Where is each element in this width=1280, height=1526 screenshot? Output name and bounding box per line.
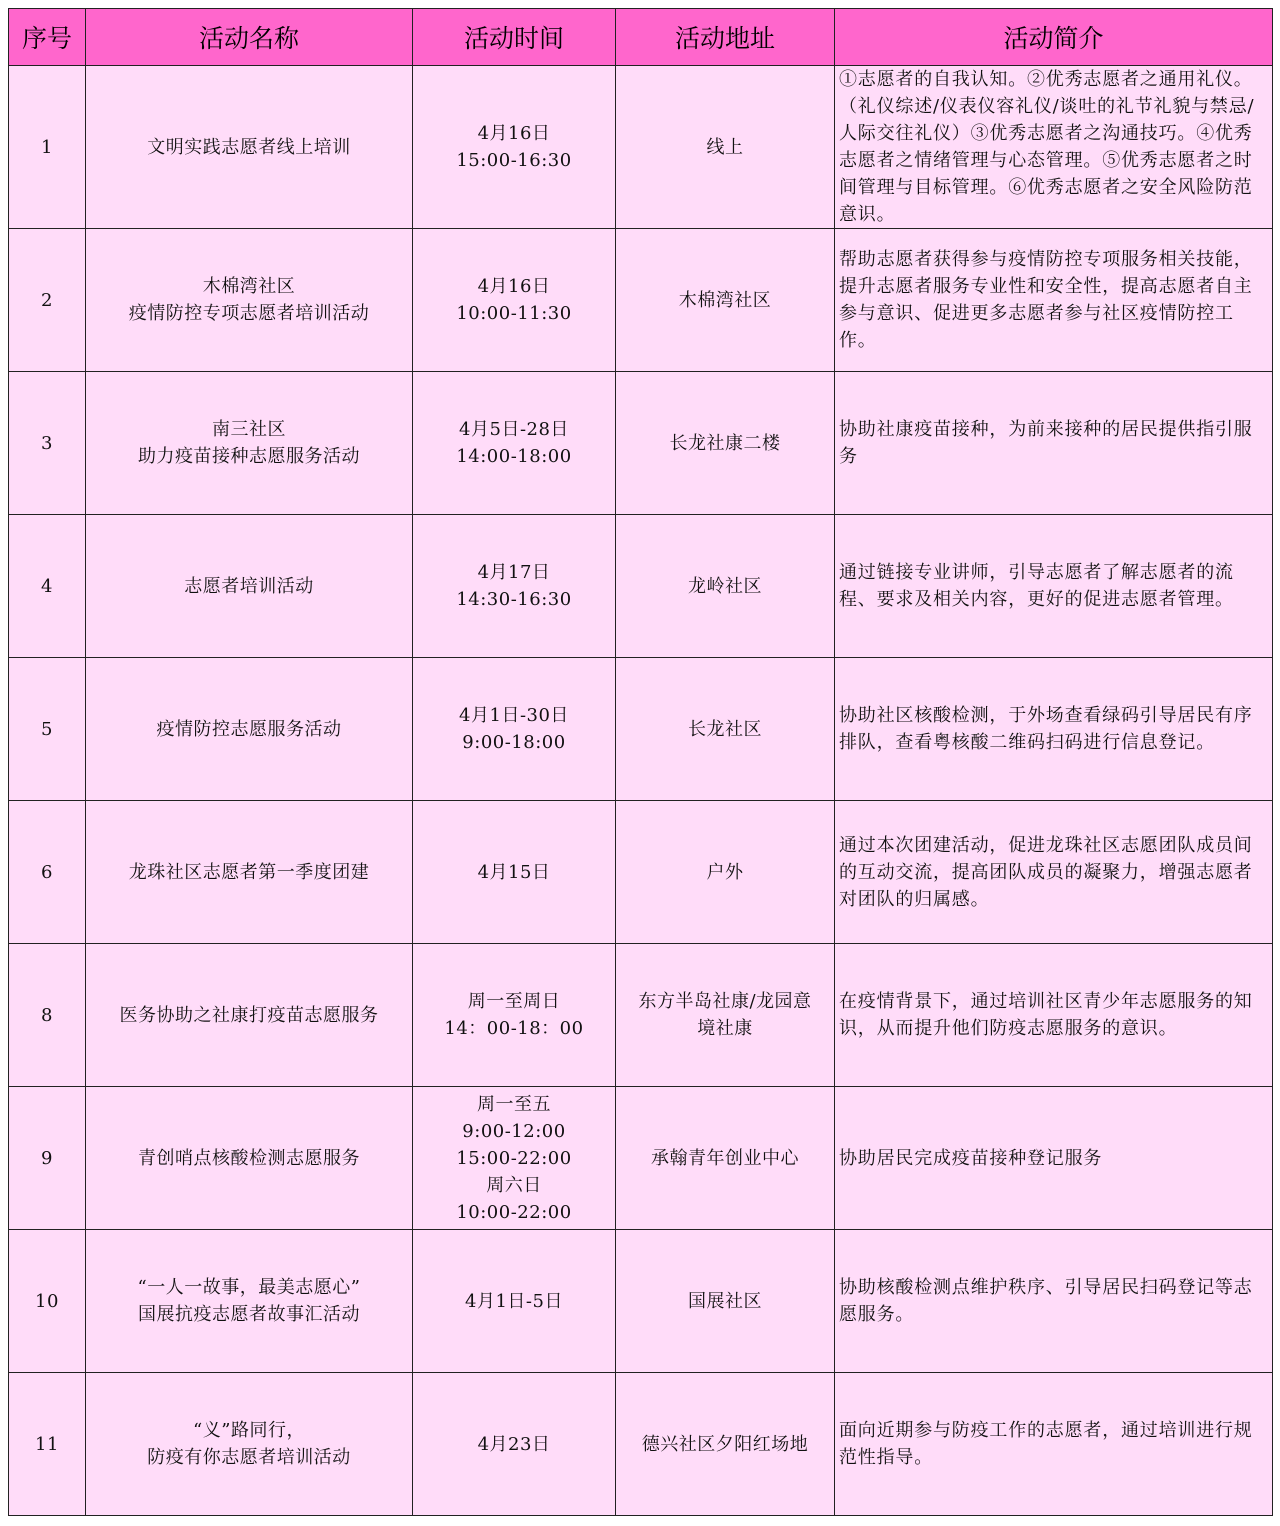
cell-activity-description: 帮助志愿者获得参与疫情防控专项服务相关技能，提升志愿者服务专业性和安全性，提高志愿者自主参与意识、促进更多志愿者参与社区疫情防控工作。 — [835, 229, 1273, 372]
cell-activity-name: “一人一故事，最美志愿心” 国展抗疫志愿者故事汇活动 — [86, 1230, 413, 1373]
cell-activity-time: 周一至周日 14：00-18：00 — [413, 944, 616, 1087]
cell-index: 2 — [9, 229, 86, 372]
cell-activity-place: 国展社区 — [616, 1230, 835, 1373]
cell-index: 1 — [9, 66, 86, 229]
table-row — [9, 515, 1273, 658]
cell-activity-name: “义”路同行， 防疫有你志愿者培训活动 — [86, 1373, 413, 1516]
cell-activity-place: 木棉湾社区 — [616, 229, 835, 372]
cell-index: 11 — [9, 1373, 86, 1516]
cell-activity-time: 4月15日 — [413, 801, 616, 944]
cell-index: 9 — [9, 1087, 86, 1230]
table-row — [9, 372, 1273, 515]
cell-activity-time: 4月5日-28日 14:00-18:00 — [413, 372, 616, 515]
cell-activity-description: 通过本次团建活动，促进龙珠社区志愿团队成员间的互动交流，提高团队成员的凝聚力，增强志愿者对团队的归属感。 — [835, 801, 1273, 944]
cell-activity-time: 4月23日 — [413, 1373, 616, 1516]
cell-activity-place: 德兴社区夕阳红场地 — [616, 1373, 835, 1516]
activity-schedule-sheet — [8, 8, 1272, 1516]
table-row — [9, 1087, 1273, 1230]
cell-index: 4 — [9, 515, 86, 658]
header-activity-time: 活动时间 — [413, 9, 616, 66]
cell-activity-name: 文明实践志愿者线上培训 — [86, 66, 413, 229]
table-row — [9, 1230, 1273, 1373]
table-row — [9, 944, 1273, 1087]
table-row — [9, 801, 1273, 944]
cell-activity-time: 4月17日 14:30-16:30 — [413, 515, 616, 658]
cell-activity-description: ①志愿者的自我认知。②优秀志愿者之通用礼仪。（礼仪综述/仪表仪容礼仪/谈吐的礼节礼貌与禁忌/人际交往礼仪）③优秀志愿者之沟通技巧。④优秀志愿者之情绪管理与心态管理。⑤优秀志愿者之时间管理与目标管理。⑥优秀志愿者之安全风险防范意识。 — [835, 66, 1273, 229]
cell-activity-name: 南三社区 助力疫苗接种志愿服务活动 — [86, 372, 413, 515]
header-index: 序号 — [9, 9, 86, 66]
table-row — [9, 658, 1273, 801]
cell-activity-description: 协助居民完成疫苗接种登记服务 — [835, 1087, 1273, 1230]
cell-activity-place: 承翰青年创业中心 — [616, 1087, 835, 1230]
table-header-row — [9, 9, 1273, 66]
cell-activity-time: 4月1日-5日 — [413, 1230, 616, 1373]
cell-activity-time: 4月16日 15:00-16:30 — [413, 66, 616, 229]
header-activity-name: 活动名称 — [86, 9, 413, 66]
cell-index: 10 — [9, 1230, 86, 1373]
cell-activity-name: 龙珠社区志愿者第一季度团建 — [86, 801, 413, 944]
cell-activity-time: 周一至五 9:00-12:00 15:00-22:00 周六日 10:00-22:00 — [413, 1087, 616, 1230]
cell-activity-place: 龙岭社区 — [616, 515, 835, 658]
cell-activity-description: 协助社区核酸检测，于外场查看绿码引导居民有序排队，查看粤核酸二维码扫码进行信息登记。 — [835, 658, 1273, 801]
table-row — [9, 1373, 1273, 1516]
header-activity-description: 活动简介 — [835, 9, 1273, 66]
cell-activity-name: 医务协助之社康打疫苗志愿服务 — [86, 944, 413, 1087]
cell-activity-name: 青创哨点核酸检测志愿服务 — [86, 1087, 413, 1230]
table-row — [9, 66, 1273, 229]
cell-index: 8 — [9, 944, 86, 1087]
header-activity-place: 活动地址 — [616, 9, 835, 66]
table-row — [9, 229, 1273, 372]
cell-index: 5 — [9, 658, 86, 801]
cell-activity-description: 协助社康疫苗接种，为前来接种的居民提供指引服务 — [835, 372, 1273, 515]
cell-activity-name: 志愿者培训活动 — [86, 515, 413, 658]
cell-activity-time: 4月1日-30日 9:00-18:00 — [413, 658, 616, 801]
cell-activity-description: 在疫情背景下，通过培训社区青少年志愿服务的知识，从而提升他们防疫志愿服务的意识。 — [835, 944, 1273, 1087]
cell-activity-place: 线上 — [616, 66, 835, 229]
cell-activity-place: 户外 — [616, 801, 835, 944]
cell-index: 3 — [9, 372, 86, 515]
cell-activity-description: 协助核酸检测点维护秩序、引导居民扫码登记等志愿服务。 — [835, 1230, 1273, 1373]
activity-table — [8, 8, 1273, 1516]
cell-activity-description: 通过链接专业讲师，引导志愿者了解志愿者的流程、要求及相关内容，更好的促进志愿者管理。 — [835, 515, 1273, 658]
cell-activity-place: 长龙社区 — [616, 658, 835, 801]
cell-activity-place: 东方半岛社康/龙园意 境社康 — [616, 944, 835, 1087]
cell-activity-place: 长龙社康二楼 — [616, 372, 835, 515]
cell-index: 6 — [9, 801, 86, 944]
cell-activity-name: 木棉湾社区 疫情防控专项志愿者培训活动 — [86, 229, 413, 372]
cell-activity-name: 疫情防控志愿服务活动 — [86, 658, 413, 801]
cell-activity-description: 面向近期参与防疫工作的志愿者，通过培训进行规范性指导。 — [835, 1373, 1273, 1516]
cell-activity-time: 4月16日 10:00-11:30 — [413, 229, 616, 372]
